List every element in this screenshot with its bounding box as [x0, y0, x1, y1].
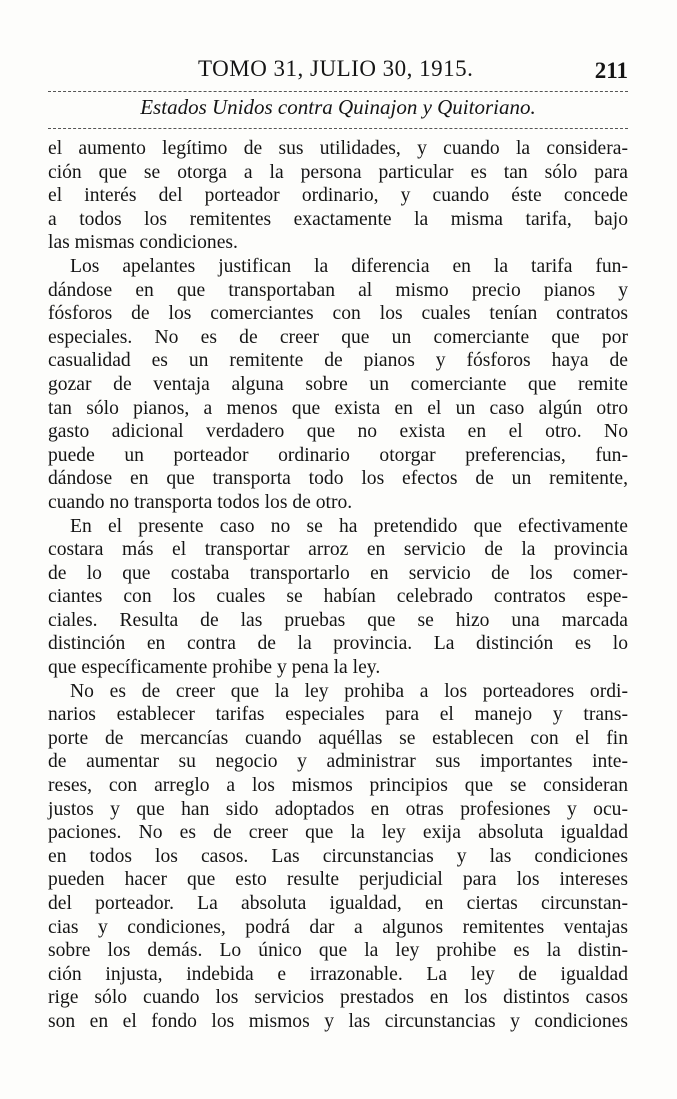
text-line: dándose en que transportaban al mismo precio pianos y	[48, 279, 628, 301]
text-line: casualidad es un remitente de pianos y fósforos haya de	[48, 350, 628, 372]
text-line: dándose en que transporta todo los efectos de un remitente,	[48, 468, 628, 490]
text-line: rige sólo cuando los servicios prestados en los distintos casos	[48, 987, 628, 1009]
text-line: especiales. No es de creer que un comerciante que por	[48, 326, 628, 348]
text-line: las mismas condiciones.	[48, 232, 238, 254]
text-line: fósforos de los comerciantes con los cuales tenían contratos	[48, 303, 628, 325]
text-line: puede un porteador ordinario otorgar preferencias, fun-	[48, 444, 628, 466]
text-line: a todos los remitentes exactamente la misma tarifa, bajo	[48, 208, 628, 230]
header-rule-top	[48, 91, 628, 92]
text-line: No es de creer que la ley prohiba a los porteadores ordi-	[70, 680, 628, 702]
text-line: gasto adicional verdadero que no exista en el otro. No	[48, 421, 628, 443]
text-line: justos y que han sido adoptados en otras profesiones y ocu-	[48, 798, 628, 820]
text-line: ción que se otorga a la persona particular es tan sólo para	[48, 161, 628, 183]
paragraph-4	[48, 680, 628, 1034]
page-number: 211	[594, 58, 628, 83]
text-line: de lo que costaba transportarlo en servicio de los comer-	[48, 562, 628, 584]
text-line: del porteador. La absoluta igualdad, en ciertas circunstan-	[48, 893, 628, 914]
paragraph-1	[48, 137, 628, 255]
text-line: ciales. Resulta de las pruebas que se hizo una marcada	[48, 609, 628, 631]
text-line: gozar de ventaja alguna sobre un comerciante que remite	[48, 373, 628, 395]
case-title: Estados Unidos contra Quinajon y Quitoriano.	[140, 95, 536, 119]
header-rule-bottom	[48, 128, 628, 129]
text-line: son en el fondo los mismos y las circunstancias y condiciones	[48, 1010, 628, 1032]
text-line: ción injusta, indebida e irrazonable. La ley de igualdad	[48, 963, 628, 985]
text-line: el interés del porteador ordinario, y cuando éste concede	[48, 185, 628, 207]
text-line: porte de mercancías cuando aquéllas se establecen con el fin	[48, 727, 628, 749]
text-line: cias y condiciones, podrá dar a algunos remitentes ventajas	[48, 916, 628, 938]
running-head	[48, 56, 628, 86]
text-line: tan sólo pianos, a menos que exista en el un caso algún otro	[48, 397, 628, 419]
text-line: Los apelantes justifican la diferencia en la tarifa fun-	[70, 255, 628, 277]
paragraph-3	[48, 515, 628, 680]
text-line: paciones. No es de creer que la ley exija absoluta igualdad	[48, 822, 628, 844]
text-line: de aumentar su negocio y administrar sus importantes inte-	[48, 751, 628, 773]
text-line: narios establecer tarifas especiales para el manejo y trans-	[48, 704, 628, 726]
paragraph-2	[48, 255, 628, 515]
text-line: distinción en contra de la provincia. La distinción es lo	[48, 633, 628, 655]
text-line: costara más el transportar arroz en servicio de la provincia	[48, 539, 628, 561]
text-line: el aumento legítimo de sus utilidades, y cuando la considera-	[48, 138, 628, 159]
text-line: cuando no transporta todos los de otro.	[48, 491, 353, 513]
volume-date-header: TOMO 31, JULIO 30, 1915.	[198, 56, 474, 81]
text-line: que específicamente prohibe y pena la ley.	[48, 657, 381, 679]
text-line: pueden hacer que esto resulte perjudicial para los intereses	[48, 869, 628, 891]
text-line: ciantes con los cuales se habían celebrado contratos espe-	[48, 586, 628, 608]
body-text	[48, 137, 628, 1034]
text-line: reses, con arreglo a los mismos principios que se consideran	[48, 775, 628, 797]
text-line: en todos los casos. Las circunstancias y las condiciones	[48, 845, 628, 867]
text-line: En el presente caso no se ha pretendido que efectivamente	[70, 515, 628, 537]
text-line: sobre los demás. Lo único que la ley prohibe es la distin-	[48, 940, 628, 962]
